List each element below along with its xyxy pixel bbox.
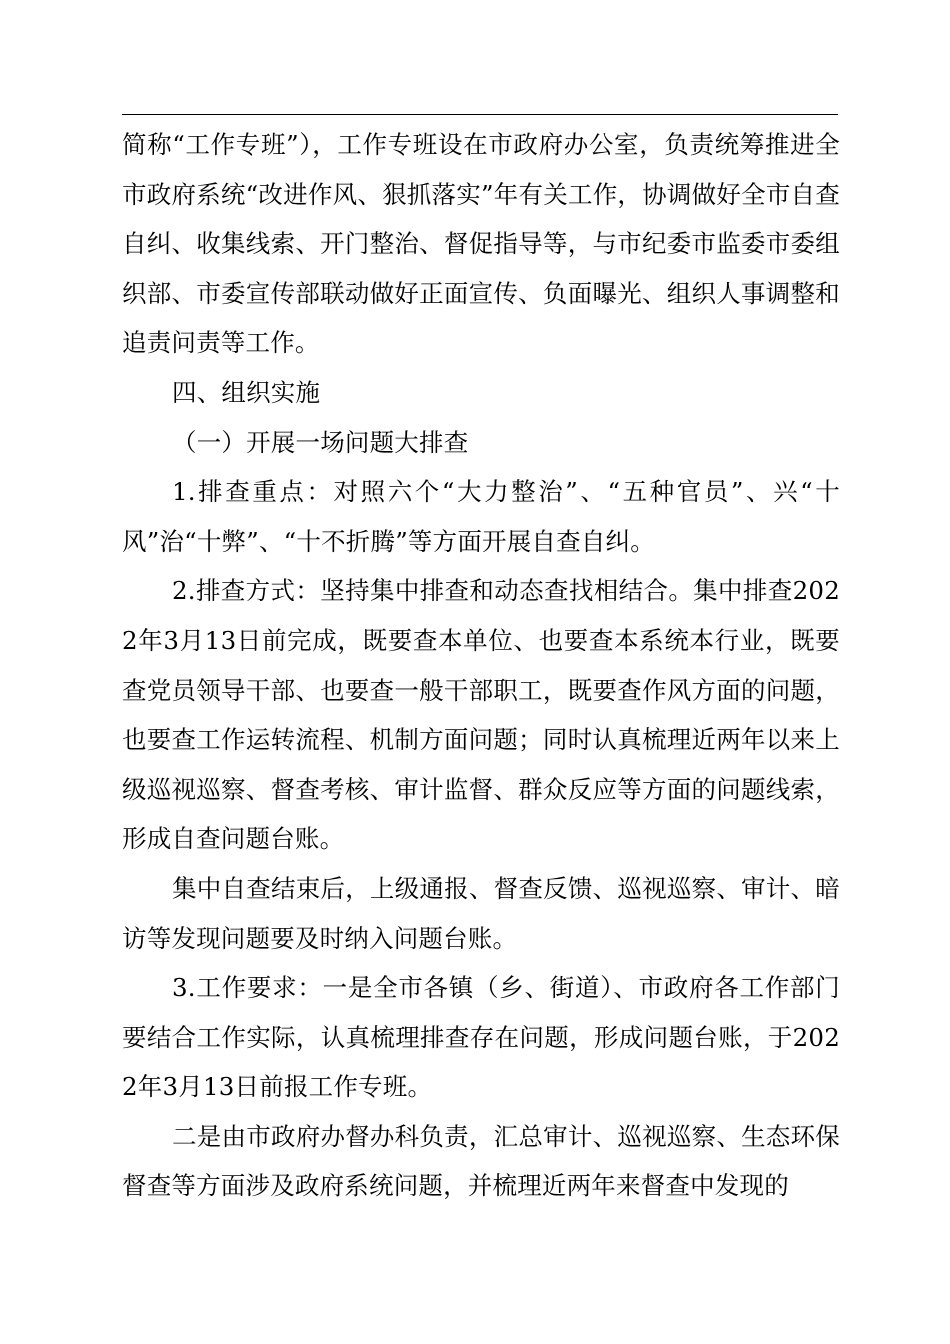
paragraph-after-self-check: 集中自查结束后，上级通报、督查反馈、巡视巡察、审计、暗访等发现问题要及时纳入问题台账。: [122, 873, 840, 953]
paragraph-supervision-office: 二是由市政府办督办科负责，汇总审计、巡视巡察、生态环保督查等方面涉及政府系统问题，并梳理近两年来督查中发现的: [122, 1121, 840, 1201]
section-heading-organization: 四、组织实施: [172, 377, 321, 407]
subsection-heading-investigation: （一）开展一场问题大排查: [172, 427, 469, 457]
paragraph-work-group-duties: 简称“工作专班”），工作专班设在市政府办公室，负责统筹推进全市政府系统“改进作风、狠抓落实”年有关工作，协调做好全市自查自纠、收集线索、开门整治、督促指导等，与市纪委市监委市委组织部、市委宣传部联动做好正面宣传、负面曝光、组织人事调整和追责问责等工作。: [122, 130, 840, 358]
paragraph-investigation-method: 2.排查方式：坚持集中排查和动态查找相结合。集中排查2022年3月13日前完成，既要查本单位、也要查本系统本行业，既要查党员领导干部、也要查一般干部职工，既要查作风方面的问题，也要查工作运转流程、机制方面问题；同时认真梳理近两年以来上级巡视巡察、督查考核、审计监督、群众反应等方面的问题线索，形成自查问题台账。: [122, 576, 840, 854]
paragraph-work-requirements: 3.工作要求：一是全市各镇（乡、街道）、市政府各工作部门要结合工作实际，认真梳理排查存在问题，形成问题台账，于2022年3月13日前报工作专班。: [122, 973, 840, 1102]
document-body: [122, 120, 840, 1211]
header-divider: [122, 114, 838, 115]
paragraph-investigation-focus: 1.排查重点：对照六个“大力整治”、“五种官员”、兴“十风”治“十弊”、“十不折腾”等方面开展自查自纠。: [122, 477, 840, 556]
